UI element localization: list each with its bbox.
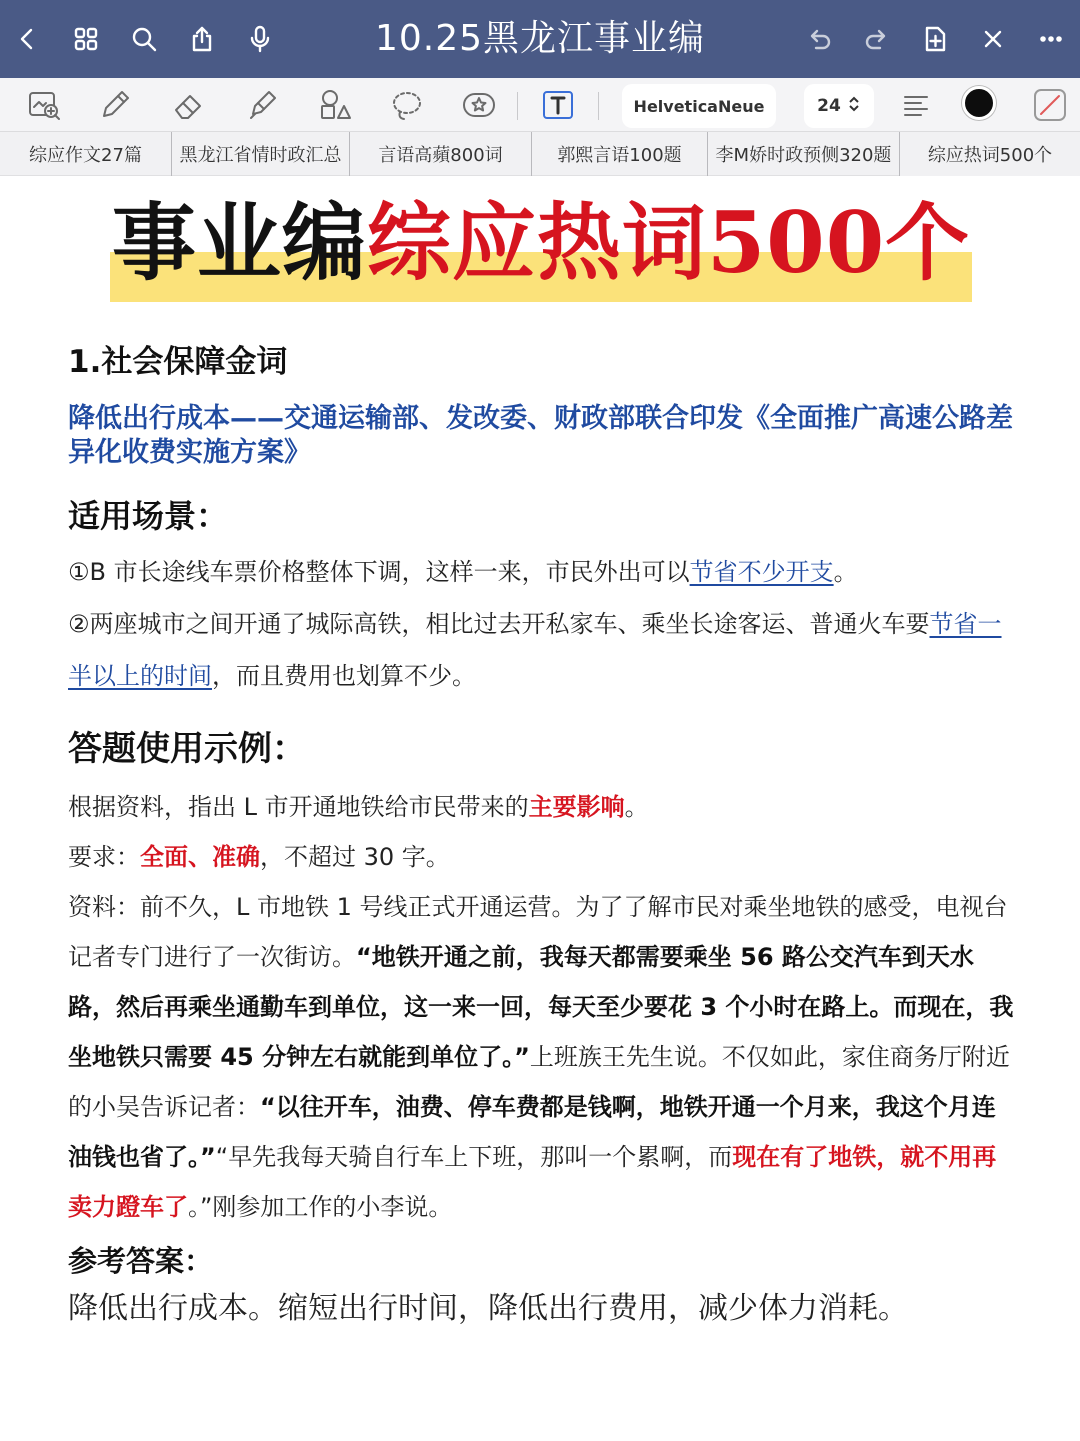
banner-text-red: 综应热词500个: [366, 193, 971, 292]
material-text: 资料：前不久，L 市地铁 1 号线正式开通运营。为了了解市民对乘坐地铁的感受，电视台记者专门进行了一次街访。: [68, 893, 1008, 971]
no-fill-icon[interactable]: [1027, 82, 1073, 128]
answer-heading: 参考答案：: [68, 1244, 214, 1278]
scene-heading: 适用场景：: [68, 497, 229, 535]
document-tabs: [0, 132, 1080, 176]
section-subtitle: 降低出行成本——交通运输部、发改委、财政部联合印发《全面推广高速公路差异化收费实施方案》: [68, 403, 1013, 468]
font-family-selector[interactable]: HelveticaNeue: [622, 84, 776, 128]
pen-icon[interactable]: [92, 82, 138, 128]
scene-text: ①B 市长途线车票价格整体下调，这样一来，市民外出可以: [68, 558, 690, 586]
more-icon[interactable]: [1034, 22, 1068, 56]
font-size-value: 24: [817, 96, 841, 116]
question-text: 根据资料，指出 L 市开通地铁给市民带来的: [68, 793, 529, 821]
page-banner: [110, 188, 972, 298]
question-line: [68, 782, 1018, 832]
tab-verbal-words[interactable]: 言语高蘋800词: [350, 132, 532, 176]
scene-highlight-link: 节省不少开支: [689, 558, 834, 586]
tool-bar: [0, 78, 1080, 132]
image-zoom-icon[interactable]: [21, 82, 67, 128]
tab-hot-words[interactable]: 综应热词500个: [900, 132, 1080, 176]
pen-color-swatch[interactable]: [962, 86, 996, 120]
material-paragraph: [68, 882, 1018, 1232]
section-title: 1.社会保障金词: [68, 344, 288, 380]
title-bar: [0, 0, 1080, 78]
sticker-icon[interactable]: [456, 82, 502, 128]
highlighter-icon[interactable]: [239, 82, 285, 128]
scene-item-2: [68, 598, 1018, 702]
material-text: 。”刚参加工作的小李说。: [188, 1193, 453, 1221]
scene-highlight-link: 节省一半以上的时间: [68, 610, 1002, 690]
material-quote: “以往开车，油费、停车费都是钱啊，地铁开通一个月来，我这个月连油钱也省了。”: [68, 1093, 996, 1171]
material-keyword: 现在有了地铁，就不用再卖力蹬车了: [68, 1143, 997, 1221]
toolbar-divider: [598, 92, 599, 120]
microphone-icon[interactable]: [243, 22, 277, 56]
text-align-icon[interactable]: [893, 82, 939, 128]
question-keyword: 主要影响: [528, 793, 625, 821]
lasso-icon[interactable]: [384, 82, 430, 128]
search-icon[interactable]: [127, 22, 161, 56]
close-icon[interactable]: [976, 22, 1010, 56]
grid-icon[interactable]: [69, 22, 103, 56]
requirement-text: ，不超过 30 字。: [260, 843, 450, 871]
material-text: “早先我每天骑自行车上下班，那叫一个累啊，而: [215, 1143, 733, 1171]
tab-current-affairs[interactable]: 李M娇时政预侧320题: [708, 132, 900, 176]
eraser-icon[interactable]: [166, 82, 212, 128]
scene-item-1: [68, 546, 1018, 598]
question-text: 。: [624, 793, 649, 821]
requirement-keyword: 全面、准确: [140, 843, 260, 871]
scene-text: ，而且费用也划算不少。: [212, 662, 476, 690]
tab-essays[interactable]: 综应作文27篇: [0, 132, 172, 176]
scene-text: 。: [833, 558, 858, 586]
new-page-icon[interactable]: [918, 22, 952, 56]
undo-icon[interactable]: [802, 22, 836, 56]
document-title: 10.25黑龙江事业编: [374, 18, 706, 59]
toolbar-divider: [517, 92, 518, 120]
tab-province-news[interactable]: 黑龙江省情时政汇总: [172, 132, 350, 176]
redo-icon[interactable]: [860, 22, 894, 56]
requirement-text: 要求：: [68, 843, 140, 871]
shapes-icon[interactable]: [312, 82, 358, 128]
scene-text: ②两座城市之间开通了城际高铁，相比过去开私家车、乘坐长途客运、普通火车要: [68, 610, 930, 638]
material-quote: “地铁开通之前，我每天都需要乘坐 56 路公交汽车到天水路，然后再乘坐通勤车到单位，这一来一回，每天至少要花 3 个小时在路上。而现在，我坐地铁只需要 45 分钟左右就能到单位了。”: [68, 943, 1014, 1071]
document-content: [68, 334, 1018, 1332]
tab-verbal-questions[interactable]: 郭熙言语100题: [532, 132, 708, 176]
share-icon[interactable]: [185, 22, 219, 56]
answer-text: 降低出行成本。缩短出行时间，降低出行费用，减少体力消耗。: [68, 1291, 908, 1326]
back-chevron-icon[interactable]: [10, 22, 44, 56]
requirement-line: [68, 832, 1018, 882]
stepper-chevrons-icon: [847, 94, 861, 119]
font-size-selector[interactable]: [804, 84, 874, 128]
material-text: 上班族王先生说。不仅如此，家住商务厅附近的小吴告诉记者：: [68, 1043, 1010, 1121]
banner-text-black: 事业编: [111, 193, 367, 292]
example-heading: 答题使用示例：: [68, 729, 306, 769]
text-tool-icon[interactable]: [535, 82, 581, 128]
